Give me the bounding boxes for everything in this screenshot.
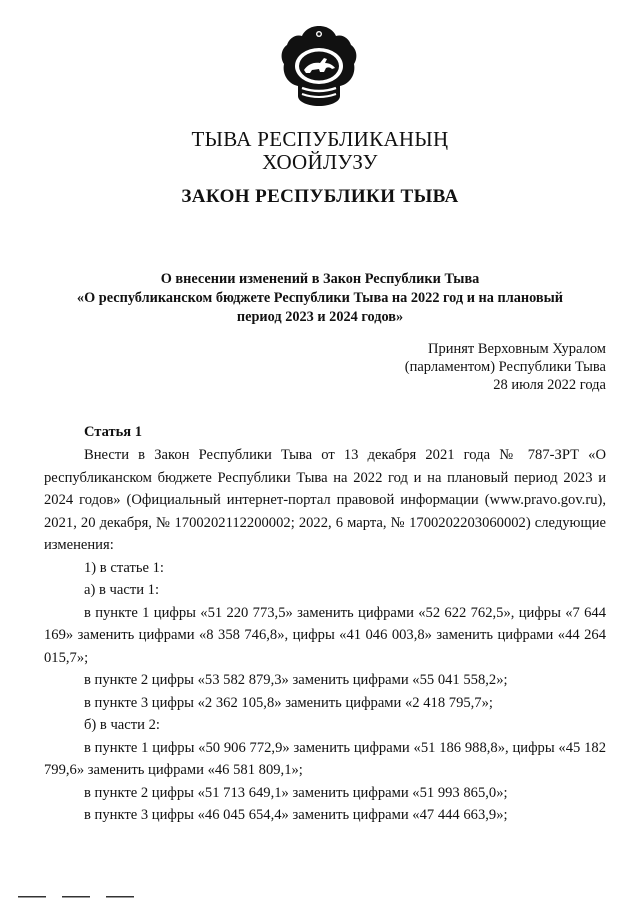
article-paragraph: в пункте 2 цифры «51 713 649,1» заменить цифрами «51 993 865,0»; xyxy=(84,784,508,801)
adoption-line-1: Принят Верховным Хуралом xyxy=(428,341,606,357)
adoption-line-2: (парламентом) Республики Тыва xyxy=(404,359,606,375)
article-paragraph: а) в части 1: xyxy=(84,582,160,598)
article-heading: Статья 1 xyxy=(84,424,142,440)
title-line-1: О внесении изменений в Закон Республики Тыва xyxy=(160,271,480,287)
article-paragraph: в пункте 1 цифры «51 220 773,5» заменить цифрами «52 622 762,5», цифры «7 644 169» заменить цифрами «8 358 746,8», цифры «41 046 003,8» заменить цифрами «44 264 015,7»; xyxy=(44,604,606,666)
article-paragraph: в пункте 1 цифры «50 906 772,9» заменить цифрами «51 186 988,8», цифры «45 182 799,6» заменить цифрами «46 581 809,1»; xyxy=(44,739,606,778)
coat-of-arms-emblem xyxy=(278,22,360,108)
title-line-2: «О республиканском бюджете Республики Тыва на 2022 год и на плановый xyxy=(76,290,564,306)
republic-header xyxy=(0,128,640,174)
adoption-note xyxy=(405,340,606,394)
article-paragraph: в пункте 3 цифры «2 362 105,8» заменить цифрами «2 418 795,7»; xyxy=(84,694,493,711)
article-paragraph: в пункте 2 цифры «53 582 879,3» заменить цифрами «55 041 558,2»; xyxy=(84,672,508,688)
article-paragraph: б) в части 2: xyxy=(84,717,160,733)
footer-marks xyxy=(18,895,168,899)
header-line-1: ТЫВА РЕСПУБЛИКАНЫҢ xyxy=(191,127,449,151)
article-body xyxy=(44,444,606,827)
title-line-3: период 2023 и 2024 годов» xyxy=(236,309,404,325)
article-paragraph: Внести в Закон Республики Тыва от 13 декабря 2021 года № 787-ЗРТ «О республиканском бюджете Республики Тыва на 2022 год и на плановый период 2023 и 2024 годов» (Официальный интернет-портал правовой информации (www.pravo.gov.ru), 2021, 20 декабря, № 1700202112200002; 2022, 6 марта, № 1700202203060002) следующие изменения: xyxy=(44,447,606,553)
article-paragraph: в пункте 3 цифры «46 045 654,4» заменить цифрами «47 444 663,9»; xyxy=(84,807,508,823)
adoption-line-3: 28 июля 2022 года xyxy=(493,377,606,393)
header-line-2: ХООЙЛУЗУ xyxy=(262,150,378,174)
law-heading: ЗАКОН РЕСПУБЛИКИ ТЫВА xyxy=(181,186,459,207)
law-title xyxy=(40,270,600,327)
article-paragraph: 1) в статье 1: xyxy=(84,559,164,576)
